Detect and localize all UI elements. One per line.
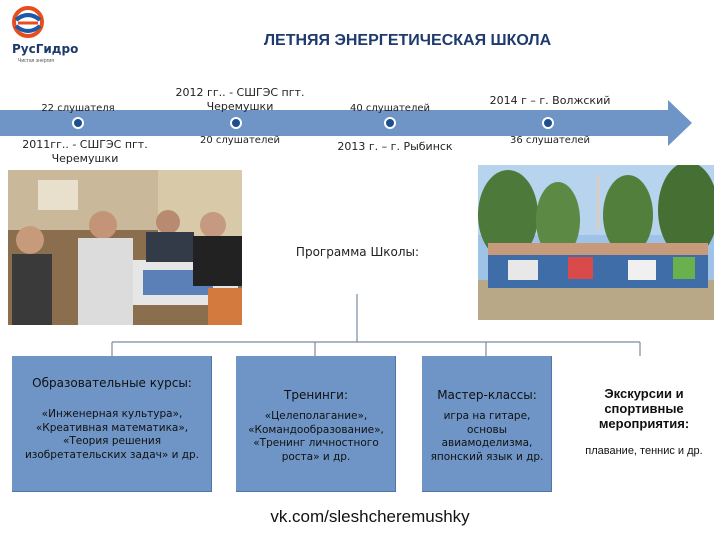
timeline-label-2013-count: 40 слушателей (349, 103, 430, 114)
education-courses-body: «Инженерная культура», «Креативная математика», «Теория решения изобретательских задач» и др. (24, 408, 200, 461)
timeline-label-2013: 2013 г. – г. Рыбинск (337, 140, 453, 153)
timeline-dot (231, 118, 241, 128)
excursions-title: Экскурсии и спортивные мероприятия: (598, 386, 690, 431)
page-title: ЛЕТНЯЯ ЭНЕРГЕТИЧЕСКАЯ ШКОЛА (263, 32, 552, 49)
program-connectors (0, 294, 720, 356)
trainings-title: Тренинги: (284, 388, 348, 402)
timeline-dot (73, 118, 83, 128)
master-classes-body: игра на гитаре, основы авиамоделизма, японский язык и др. (430, 410, 544, 463)
vk-link[interactable]: vk.com/sleshcheremushky (270, 507, 470, 526)
timeline-label-2011: 2011гг.. - СШГЭС пгт. Черемушки (22, 138, 148, 165)
trainings-body: «Целеполагание», «Командообразование», «Тренинг личностного роста» и др. (248, 410, 384, 463)
logo-subtitle: Чистая энергия (18, 58, 54, 64)
master-classes-title: Мастер-классы: (437, 388, 537, 402)
timeline-dot (385, 118, 395, 128)
logo-title: РусГидро (12, 42, 79, 56)
timeline-label-2014: 2014 г – г. Волжский (489, 94, 611, 107)
timeline-label-2012-count: 20 слушателей (199, 135, 280, 146)
timeline-label-2012: 2012 гг.. - СШГЭС пгт. Черемушки (175, 86, 305, 113)
program-label: Программа Школы: (295, 245, 420, 259)
timeline-label-2014-count: 36 слушателей (509, 135, 590, 146)
timeline-label-2011-count: 22 слушателя (41, 103, 115, 114)
excursions-body: плавание, теннис и др. (585, 445, 703, 457)
timeline-dot (543, 118, 553, 128)
education-courses-title: Образовательные курсы: (32, 376, 192, 390)
